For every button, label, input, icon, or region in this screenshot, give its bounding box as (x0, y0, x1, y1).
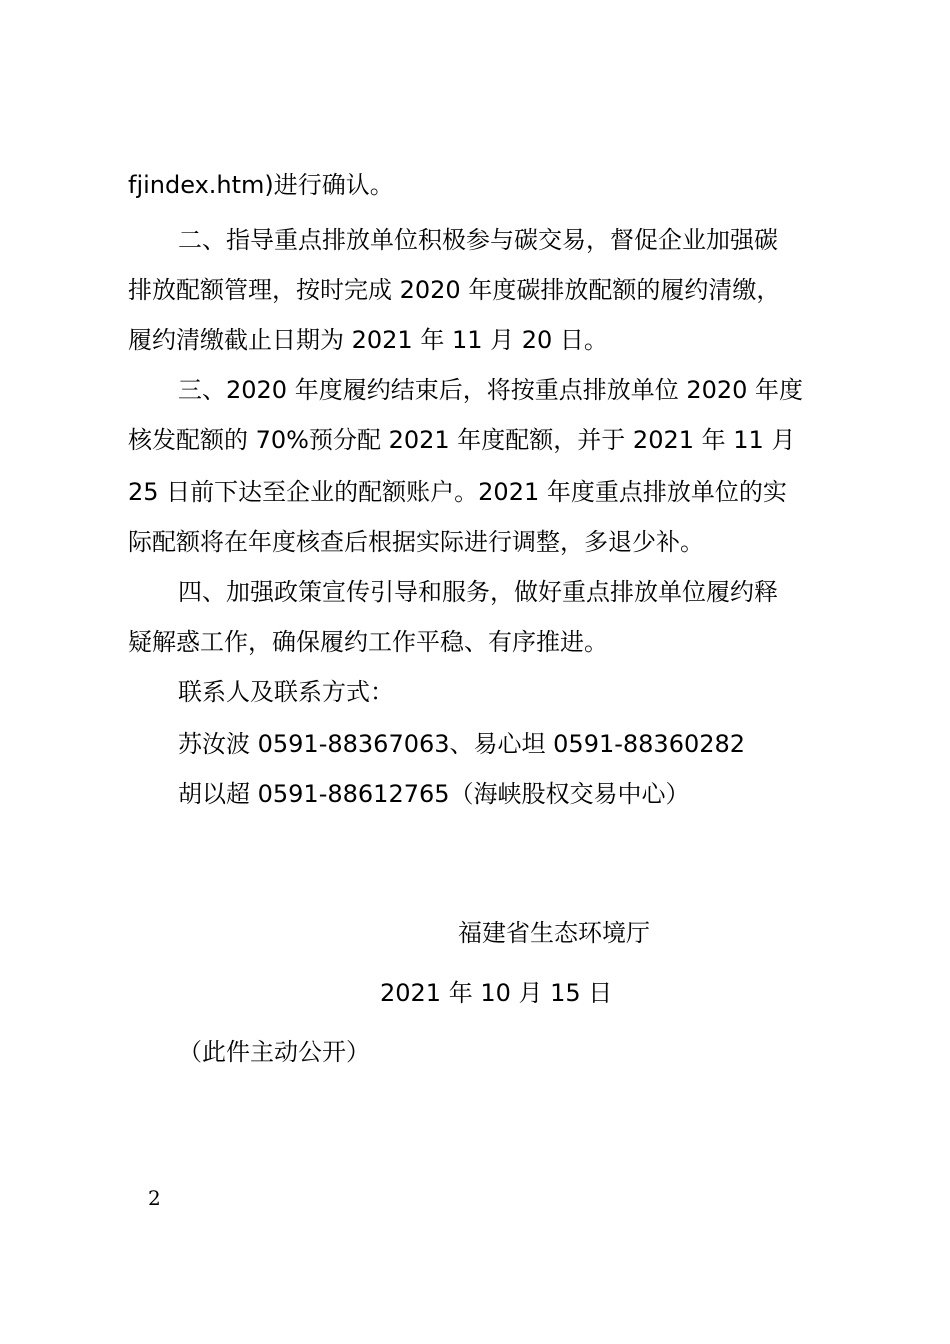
paragraph-2-line-3: 履约清缴截止日期为 2021 年 11 月 20 日。 (128, 326, 608, 354)
paragraph-4-line-1: 四、加强政策宣传引导和服务，做好重点排放单位履约释 (178, 578, 778, 606)
paragraph-1-line-1: fjindex.htm)进行确认。 (128, 171, 394, 199)
contact-line-1: 苏汝波 0591-88367063、易心坦 0591-88360282 (178, 730, 746, 758)
contact-label: 联系人及联系方式： (178, 678, 394, 706)
paragraph-4-line-2: 疑解惑工作，确保履约工作平稳、有序推进。 (128, 628, 608, 656)
page-number: 2 (148, 1186, 161, 1210)
contact-line-2: 胡以超 0591-88612765（海峡股权交易中心） (178, 780, 690, 808)
paragraph-3-line-3: 25 日前下达至企业的配额账户。2021 年度重点排放单位的实 (128, 478, 787, 506)
paragraph-2-line-1: 二、指导重点排放单位积极参与碳交易，督促企业加强碳 (178, 226, 778, 254)
signature-date: 2021 年 10 月 15 日 (380, 979, 613, 1007)
paragraph-3-line-2: 核发配额的 70%预分配 2021 年度配额，并于 2021 年 11 月 (128, 426, 796, 454)
paragraph-2-line-2: 排放配额管理，按时完成 2020 年度碳排放配额的履约清缴， (128, 276, 781, 304)
paragraph-3-line-4: 际配额将在年度核查后根据实际进行调整，多退少补。 (128, 528, 704, 556)
disclosure-note: （此件主动公开） (178, 1038, 370, 1066)
paragraph-3-line-1: 三、2020 年度履约结束后，将按重点排放单位 2020 年度 (178, 376, 804, 404)
signature-organization: 福建省生态环境厅 (458, 919, 650, 947)
